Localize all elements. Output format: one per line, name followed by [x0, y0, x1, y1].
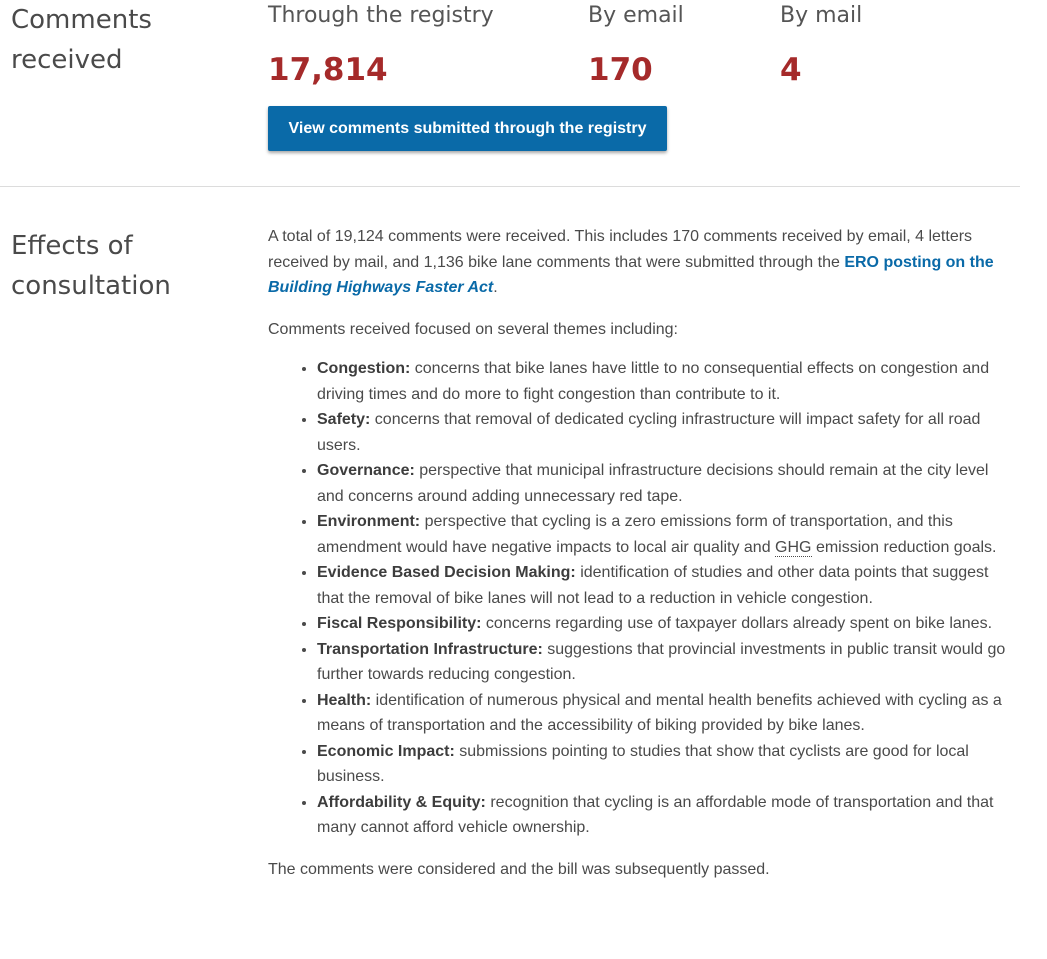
stat-registry — [268, 0, 494, 90]
theme-text: suggestions that provincial investments in public transit would go further towards reducing congestion. — [317, 640, 1006, 683]
comments-received-heading: Comments received — [11, 5, 152, 75]
theme-title: Environment: — [317, 513, 421, 530]
theme-item-fiscal — [317, 611, 1013, 637]
theme-text: concerns that removal of dedicated cycling infrastructure will impact safety for all road users. — [317, 411, 981, 454]
theme-text: perspective that municipal infrastructure decisions should remain at the city level and concerns around adding unnecessary red tape. — [317, 462, 989, 505]
theme-item-governance — [317, 458, 1013, 509]
theme-item-environment — [317, 509, 1013, 560]
theme-text: recognition that cycling is an affordable mode of transportation and that many cannot afford vehicle ownership. — [317, 793, 994, 836]
theme-text: identification of numerous physical and mental health benefits achieved with cycling as a means of transportation and the accessibility of biking provided by bike lanes. — [317, 691, 1002, 734]
themes-list — [268, 356, 1013, 841]
theme-item-evidence — [317, 560, 1013, 611]
theme-text: perspective that cycling is a zero emissions form of transportation, and this amendment would have negative impacts to local air quality and — [317, 513, 953, 556]
intro-text: A total of 19,124 comments were received. This includes 170 comments received by email, 4 letters received by mail, and 1,136 bike lane comments that were submitted through the — [268, 228, 973, 271]
stat-mail-value: 4 — [780, 52, 802, 88]
theme-title: Health: — [317, 691, 372, 709]
theme-text-after: emission reduction goals. — [811, 538, 997, 556]
theme-item-congestion — [317, 356, 1013, 407]
stat-email — [588, 0, 684, 90]
theme-title: Congestion: — [317, 360, 411, 377]
stat-mail — [780, 0, 862, 90]
section-divider — [0, 186, 1020, 187]
theme-title: Economic Impact: — [317, 742, 455, 760]
theme-title: Safety: — [317, 411, 371, 428]
ghg-abbreviation[interactable]: GHG — [775, 538, 812, 556]
view-comments-button[interactable]: View comments submitted through the registry — [268, 106, 667, 151]
theme-item-economic — [317, 739, 1013, 790]
theme-item-transportation — [317, 637, 1013, 688]
conclusion: The comments were considered and the bill was subsequently passed. — [268, 860, 770, 878]
ero-link-act-title: Building Highways Faster Act — [268, 279, 494, 296]
stat-registry-value: 17,814 — [268, 52, 388, 88]
theme-item-health — [317, 688, 1013, 739]
theme-title: Evidence Based Decision Making: — [317, 564, 576, 581]
theme-text: concerns regarding use of taxpayer dollars already spent on bike lanes. — [481, 615, 993, 632]
stat-registry-label: Through the registry — [268, 3, 494, 28]
intro-end: . — [493, 279, 498, 296]
theme-title: Transportation Infrastructure: — [317, 640, 543, 658]
theme-item-affordability — [317, 790, 1013, 841]
effects-intro — [268, 224, 1013, 301]
themes-intro: Comments received focused on several themes including: — [268, 320, 678, 338]
theme-title: Affordability & Equity: — [317, 793, 486, 811]
ero-link-prefix: ERO posting on the — [844, 253, 994, 271]
theme-item-safety — [317, 407, 1013, 458]
stat-email-label: By email — [588, 3, 684, 28]
theme-text: concerns that bike lanes have little to no consequential effects on congestion and driving times and do more to fight congestion than contribute to it. — [317, 360, 990, 403]
effects-heading: Effects of consultation — [11, 231, 171, 301]
effects-content — [268, 224, 1013, 882]
theme-text: identification of studies and other data points that suggest that the removal of bike lanes will not lead to a reduction in vehicle congestion. — [317, 564, 989, 607]
theme-title: Governance: — [317, 462, 415, 479]
theme-text: submissions pointing to studies that show that cyclists are good for local business. — [317, 742, 969, 785]
stat-mail-label: By mail — [780, 3, 863, 28]
theme-title: Fiscal Responsibility: — [317, 615, 482, 632]
stat-email-value: 170 — [588, 52, 653, 88]
